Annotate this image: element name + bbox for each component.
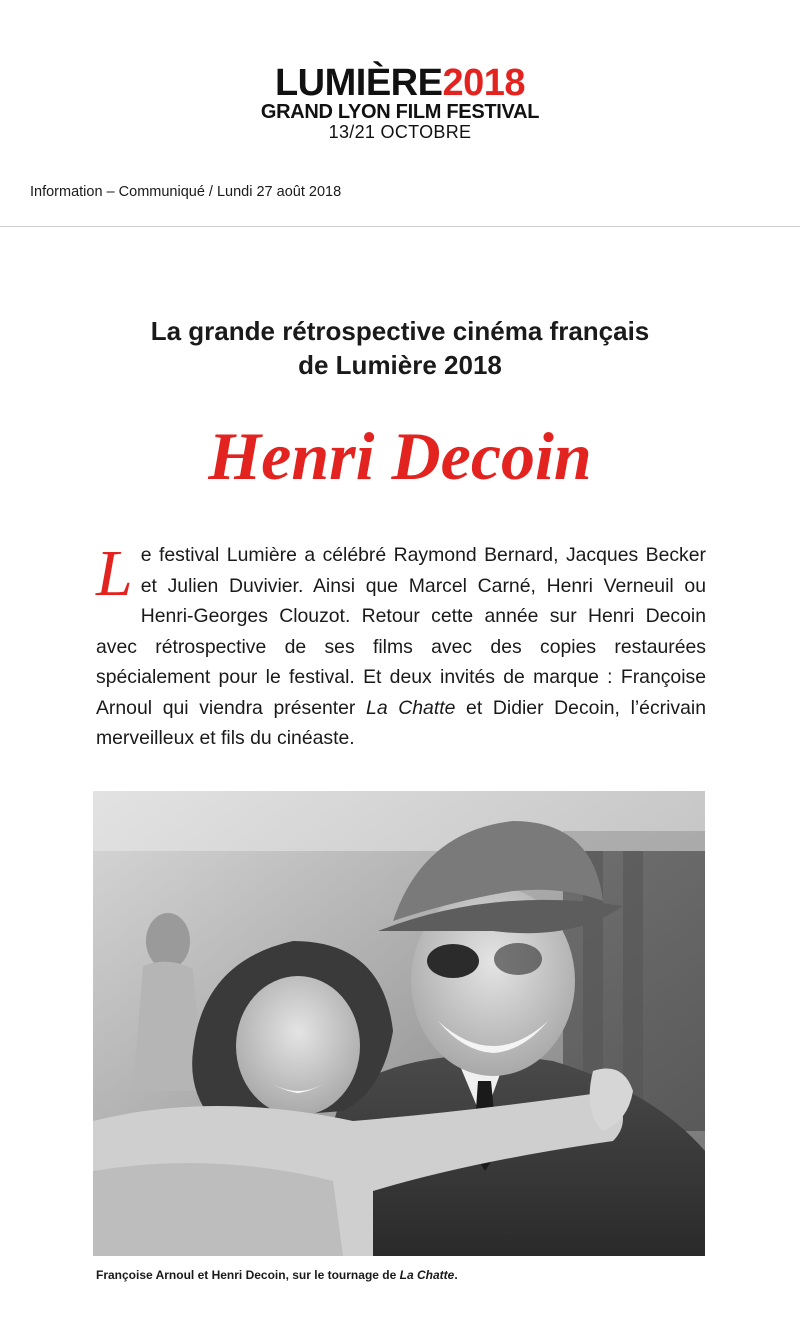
logo-subtitle: GRAND LYON FILM FESTIVAL <box>260 101 540 123</box>
logo-wordmark <box>275 64 525 102</box>
caption-end: . <box>454 1268 458 1282</box>
page-header <box>0 0 800 226</box>
dateline: Information – Communiqué / Lundi 27 août 2018 <box>30 184 342 200</box>
caption-text: Françoise Arnoul et Henri Decoin, sur le tournage de <box>96 1268 400 1282</box>
logo-dates: 13/21 OCTOBRE <box>328 122 472 142</box>
caption-film-title: La Chatte <box>399 1268 455 1282</box>
body-text-part-1: e festival Lumière a célébré Raymond Bernard, Jacques Becker et Julien Duvivier. Ainsi que Marcel Carné, Henri Verneuil ou Henri-Georges Clouzot. Retour cette année sur Henri Decoin avec rétrospective de ses films avec des copies restaurées spécialement pour le festival. Et deux invités de marque : Françoise Arnoul qui viendra présenter <box>96 544 706 719</box>
logo-word: LUMIÈRE <box>274 62 443 104</box>
logo-year: 2018 <box>442 62 526 104</box>
body-paragraph <box>96 537 706 754</box>
photo-illustration <box>93 791 705 1256</box>
press-release-subtitle <box>0 314 800 382</box>
festival-logo <box>0 64 800 142</box>
subtitle-line-2: de Lumière 2018 <box>298 350 502 380</box>
body-text-part-2: et Didier Decoin, l’écrivain merveilleux et fils du cinéaste. <box>96 696 706 749</box>
subtitle-line-1: La grande rétrospective cinéma français <box>150 316 650 346</box>
photo-caption <box>96 1268 458 1282</box>
director-name: Henri Decoin <box>208 418 592 494</box>
film-title-italic: La Chatte <box>366 696 456 719</box>
film-still-photo <box>93 791 705 1256</box>
drop-cap: L <box>96 537 133 610</box>
header-divider <box>0 226 800 227</box>
